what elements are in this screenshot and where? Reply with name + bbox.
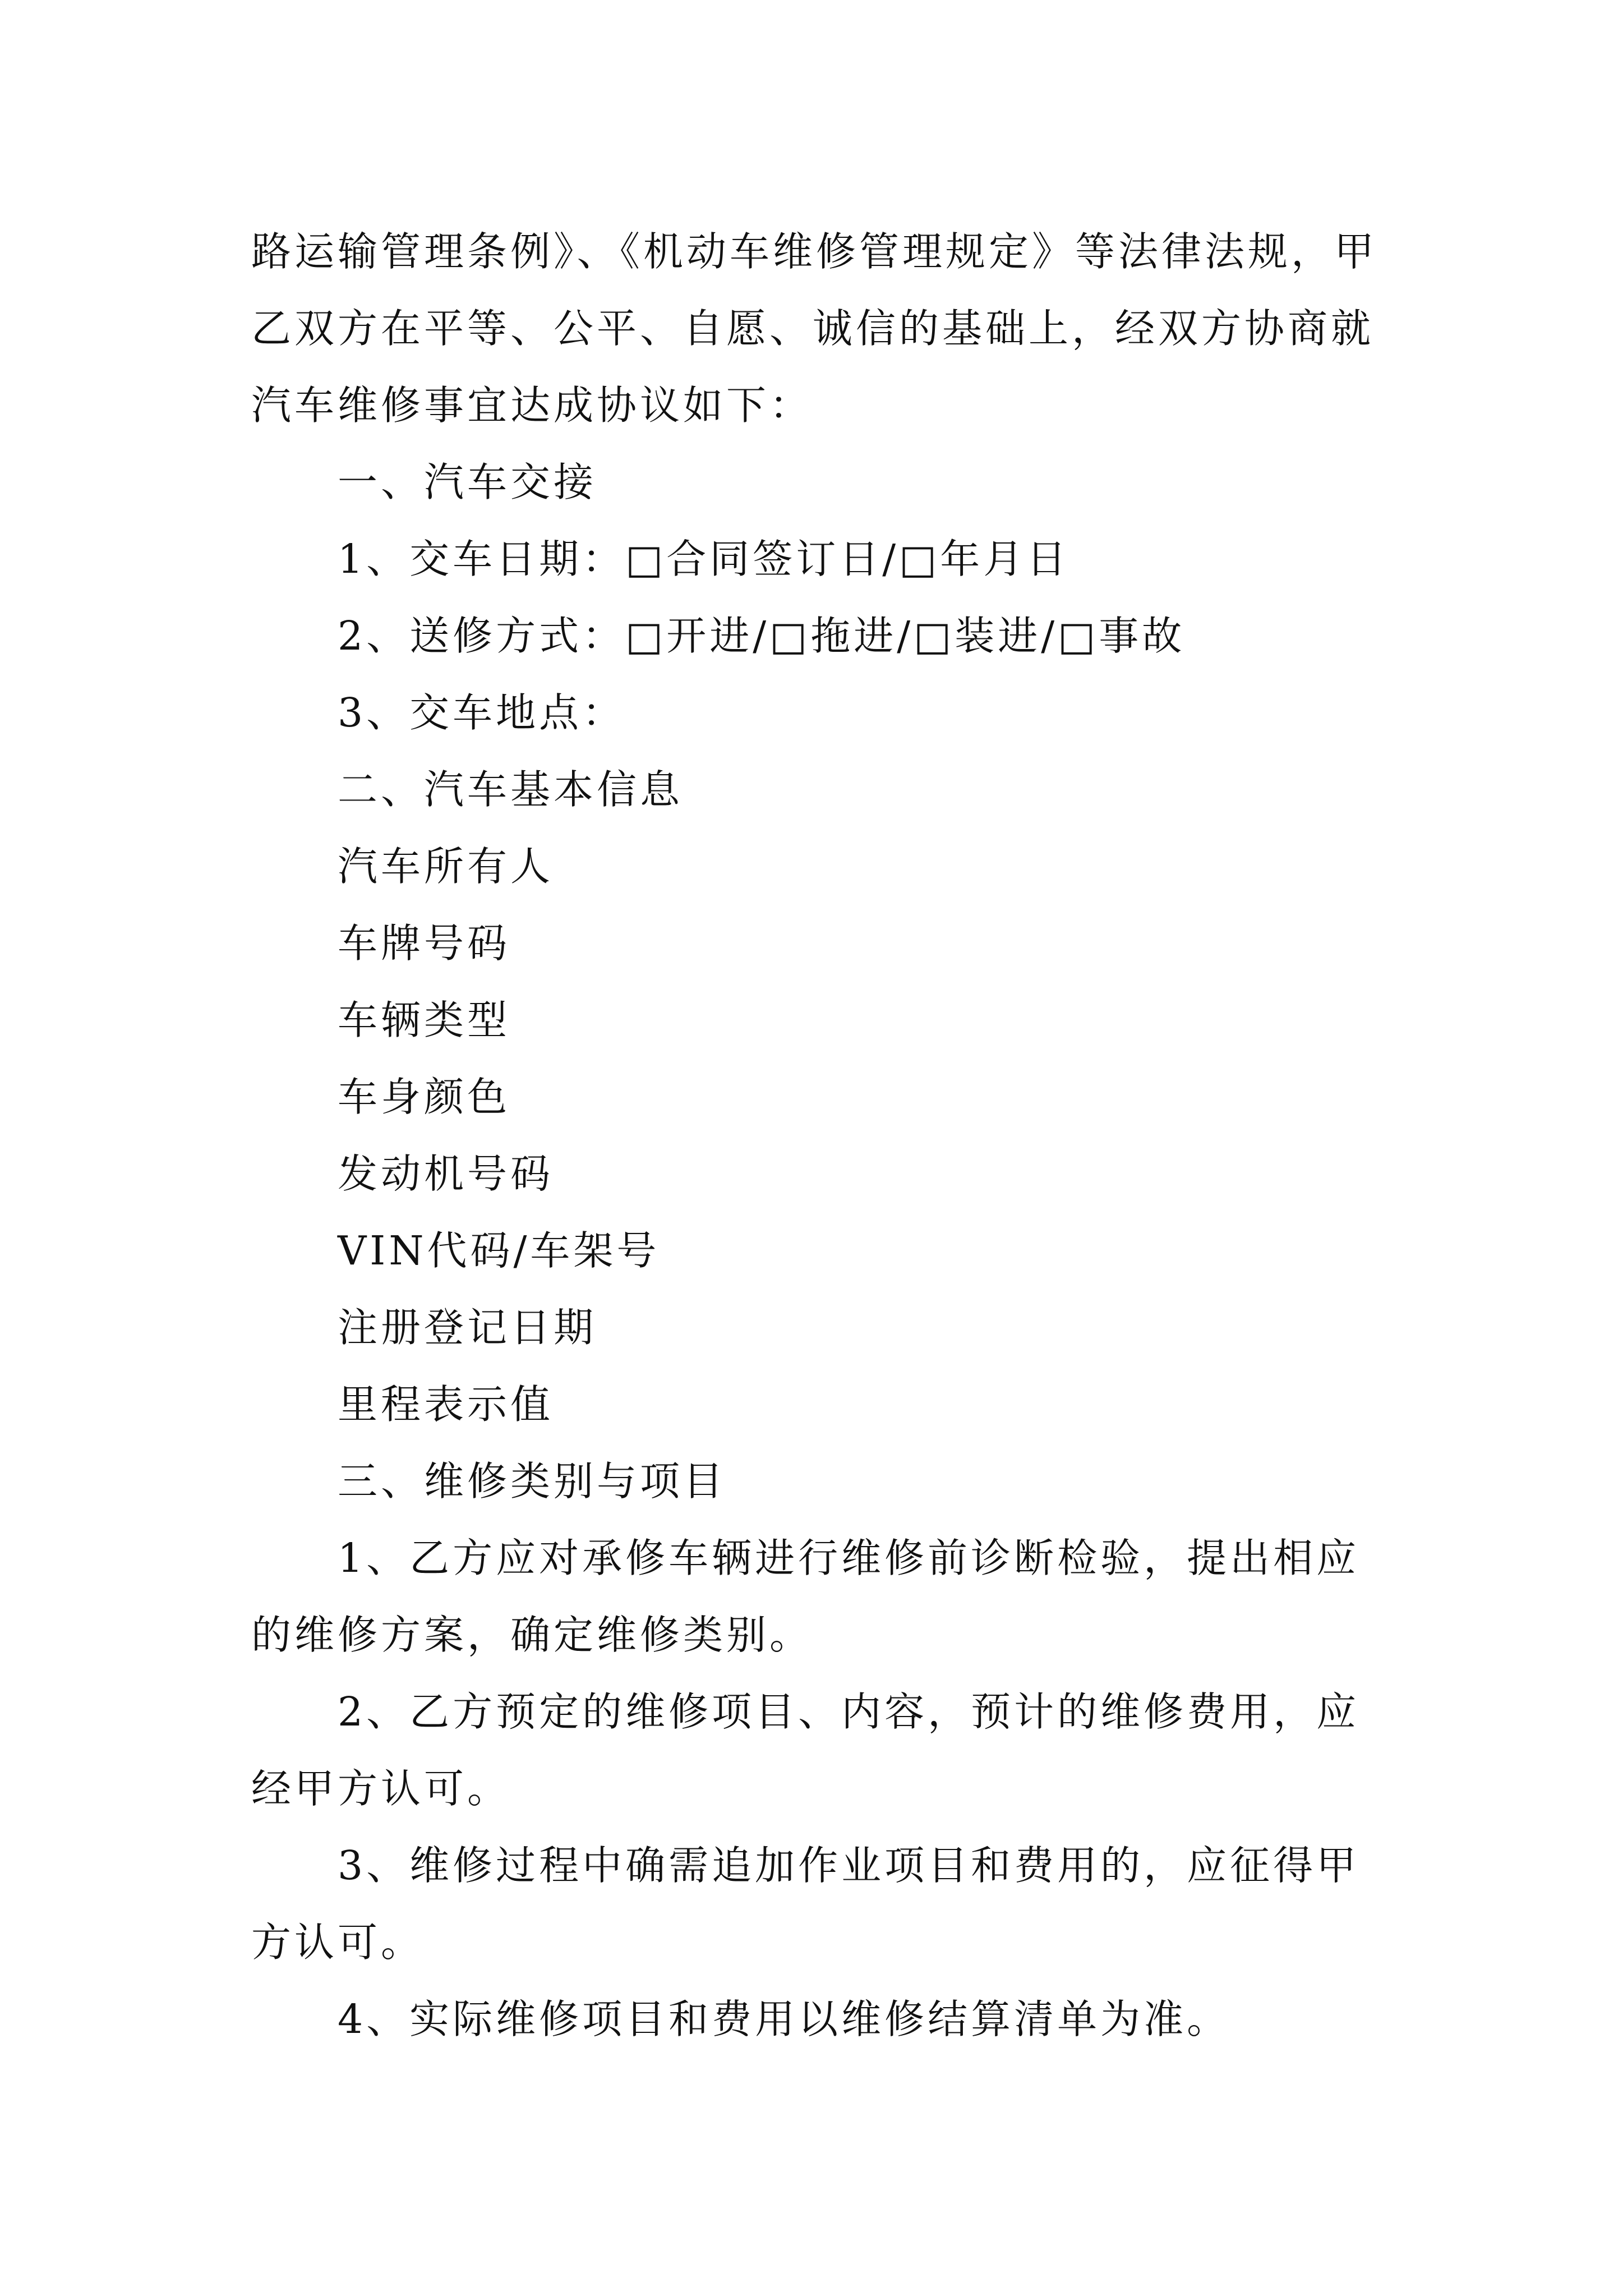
paragraph-line: 2、乙方预定的维修项目、内容，预计的维修费用，应 <box>338 1688 1360 1735</box>
delivery-method-item: 2、送修方式：□开进/□拖进/□装进/□事故 <box>338 613 1186 659</box>
document-body <box>251 213 1384 2058</box>
paragraph-line: 4、实际维修项目和费用以维修结算清单为准。 <box>338 1996 1230 2042</box>
section-heading-vehicle-info: 二、汽车基本信息 <box>338 766 684 813</box>
field-label-registration-date: 注册登记日期 <box>338 1304 597 1351</box>
paragraph-line: 乙双方在平等、公平、自愿、诚信的基础上，经双方协商就 <box>251 305 1375 352</box>
handover-location-item: 3、交车地点： <box>338 689 626 736</box>
section-heading-vehicle-handover: 一、汽车交接 <box>338 459 597 505</box>
field-label-engine-number: 发动机号码 <box>338 1151 554 1197</box>
section-heading-repair-category: 三、维修类别与项目 <box>338 1458 727 1504</box>
paragraph-line: 路运输管理条例》、《机动车维修管理规定》等法律法规，甲 <box>251 228 1378 275</box>
paragraph-line: 汽车维修事宜达成协议如下： <box>251 382 813 429</box>
field-label-owner: 汽车所有人 <box>338 843 554 890</box>
paragraph-line: 的维修方案，确定维修类别。 <box>251 1612 813 1658</box>
field-label-vin: VIN代码/车架号 <box>338 1227 660 1274</box>
field-label-odometer: 里程表示值 <box>338 1381 554 1428</box>
handover-date-item: 1、交车日期：□合同签订日/□年月日 <box>338 536 1070 582</box>
field-label-plate-number: 车牌号码 <box>338 920 511 967</box>
paragraph-line: 1、乙方应对承修车辆进行维修前诊断检验，提出相应 <box>338 1535 1360 1581</box>
field-label-body-color: 车身颜色 <box>338 1074 511 1120</box>
field-label-vehicle-type: 车辆类型 <box>338 997 511 1043</box>
paragraph-line: 方认可。 <box>251 1919 425 1966</box>
paragraph-line: 3、维修过程中确需追加作业项目和费用的，应征得甲 <box>338 1842 1360 1889</box>
paragraph-line: 经甲方认可。 <box>251 1765 511 1812</box>
